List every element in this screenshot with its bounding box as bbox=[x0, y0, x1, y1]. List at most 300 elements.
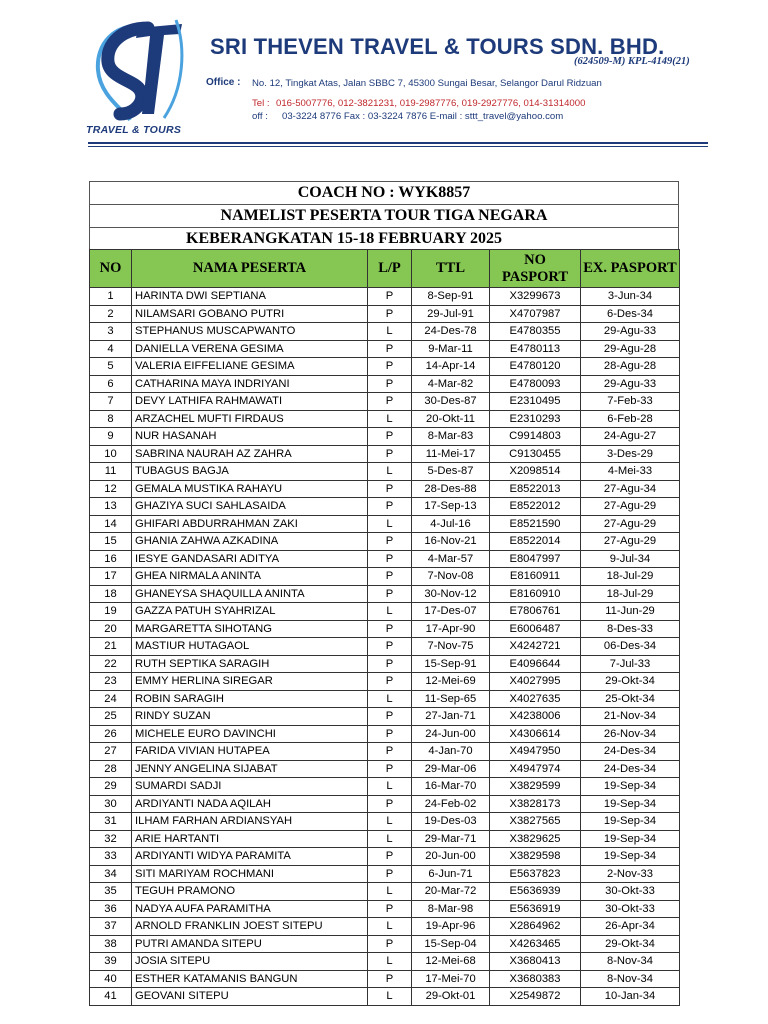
cell-name: NADYA AUFA PARAMITHA bbox=[132, 900, 368, 918]
cell-ttl: 16-Nov-21 bbox=[412, 533, 490, 551]
cell-no: 23 bbox=[90, 673, 132, 691]
cell-name: ARDIYANTI NADA AQILAH bbox=[132, 795, 368, 813]
cell-no: 14 bbox=[90, 515, 132, 533]
table-row bbox=[90, 533, 680, 551]
tel-label: Tel : bbox=[252, 98, 270, 109]
cell-name: SUMARDI SADJI bbox=[132, 778, 368, 796]
cell-ttl: 12-Mei-69 bbox=[412, 673, 490, 691]
cell-ttl: 17-Des-07 bbox=[412, 603, 490, 621]
cell-no: 38 bbox=[90, 935, 132, 953]
cell-passport-no: X3827565 bbox=[490, 813, 581, 831]
cell-passport-no: X2549872 bbox=[490, 988, 581, 1006]
cell-gender: P bbox=[368, 568, 412, 586]
cell-name: VALERIA EIFFELIANE GESIMA bbox=[132, 358, 368, 376]
cell-no: 21 bbox=[90, 638, 132, 656]
table-row bbox=[90, 305, 680, 323]
header-rule-thin bbox=[88, 146, 708, 147]
cell-gender: L bbox=[368, 953, 412, 971]
table-row bbox=[90, 515, 680, 533]
coach-title: COACH NO : WYK8857 bbox=[89, 181, 679, 204]
cell-passport-expiry: 21-Nov-34 bbox=[581, 708, 680, 726]
table-row bbox=[90, 358, 680, 376]
cell-name: ESTHER KATAMANIS BANGUN bbox=[132, 970, 368, 988]
cell-no: 28 bbox=[90, 760, 132, 778]
table-row bbox=[90, 375, 680, 393]
cell-no: 20 bbox=[90, 620, 132, 638]
cell-gender: P bbox=[368, 638, 412, 656]
cell-name: MICHELE EURO DAVINCHI bbox=[132, 725, 368, 743]
cell-no: 3 bbox=[90, 323, 132, 341]
cell-ttl: 24-Des-78 bbox=[412, 323, 490, 341]
column-header-name: NAMA PESERTA bbox=[132, 250, 368, 288]
cell-passport-no: X3829625 bbox=[490, 830, 581, 848]
cell-ttl: 7-Nov-75 bbox=[412, 638, 490, 656]
cell-passport-expiry: 6-Des-34 bbox=[581, 305, 680, 323]
cell-name: IESYE GANDASARI ADITYA bbox=[132, 550, 368, 568]
table-row bbox=[90, 690, 680, 708]
cell-no: 31 bbox=[90, 813, 132, 831]
cell-passport-expiry: 29-Okt-34 bbox=[581, 935, 680, 953]
departure-title: KEBERANGKATAN 15-18 FEBRUARY 2025 bbox=[89, 227, 679, 249]
cell-passport-expiry: 18-Jul-29 bbox=[581, 585, 680, 603]
cell-ttl: 11-Sep-65 bbox=[412, 690, 490, 708]
cell-ttl: 30-Des-87 bbox=[412, 393, 490, 411]
cell-name: ARZACHEL MUFTI FIRDAUS bbox=[132, 410, 368, 428]
cell-passport-expiry: 28-Agu-28 bbox=[581, 358, 680, 376]
cell-gender: P bbox=[368, 620, 412, 638]
cell-ttl: 19-Des-03 bbox=[412, 813, 490, 831]
table-row bbox=[90, 603, 680, 621]
cell-passport-expiry: 8-Nov-34 bbox=[581, 953, 680, 971]
cell-name: ARDIYANTI WIDYA PARAMITA bbox=[132, 848, 368, 866]
cell-gender: L bbox=[368, 778, 412, 796]
cell-passport-expiry: 7-Jul-33 bbox=[581, 655, 680, 673]
cell-ttl: 16-Mar-70 bbox=[412, 778, 490, 796]
table-row bbox=[90, 445, 680, 463]
cell-ttl: 7-Nov-08 bbox=[412, 568, 490, 586]
cell-ttl: 8-Mar-83 bbox=[412, 428, 490, 446]
cell-name: MARGARETTA SIHOTANG bbox=[132, 620, 368, 638]
cell-name: ARIE HARTANTI bbox=[132, 830, 368, 848]
cell-gender: L bbox=[368, 515, 412, 533]
table-row bbox=[90, 988, 680, 1006]
table-row bbox=[90, 725, 680, 743]
cell-passport-no: E2310495 bbox=[490, 393, 581, 411]
cell-ttl: 27-Jan-71 bbox=[412, 708, 490, 726]
table-row bbox=[90, 953, 680, 971]
cell-passport-no: E4780093 bbox=[490, 375, 581, 393]
table-row bbox=[90, 620, 680, 638]
cell-passport-no: E4780120 bbox=[490, 358, 581, 376]
cell-gender: L bbox=[368, 323, 412, 341]
cell-name: EMMY HERLINA SIREGAR bbox=[132, 673, 368, 691]
header-rule bbox=[88, 142, 708, 144]
cell-gender: P bbox=[368, 970, 412, 988]
cell-passport-expiry: 30-Okt-33 bbox=[581, 900, 680, 918]
cell-ttl: 11-Mei-17 bbox=[412, 445, 490, 463]
cell-passport-expiry: 30-Okt-33 bbox=[581, 883, 680, 901]
cell-passport-no: E8522014 bbox=[490, 533, 581, 551]
cell-name: ROBIN SARAGIH bbox=[132, 690, 368, 708]
cell-name: STEPHANUS MUSCAPWANTO bbox=[132, 323, 368, 341]
cell-passport-no: X3680413 bbox=[490, 953, 581, 971]
table-row bbox=[90, 900, 680, 918]
table-row bbox=[90, 393, 680, 411]
cell-no: 25 bbox=[90, 708, 132, 726]
table-row bbox=[90, 970, 680, 988]
cell-no: 37 bbox=[90, 918, 132, 936]
cell-ttl: 20-Mar-72 bbox=[412, 883, 490, 901]
cell-name: ILHAM FARHAN ARDIANSYAH bbox=[132, 813, 368, 831]
cell-ttl: 29-Jul-91 bbox=[412, 305, 490, 323]
cell-gender: P bbox=[368, 865, 412, 883]
cell-ttl: 5-Des-87 bbox=[412, 463, 490, 481]
cell-ttl: 6-Jun-71 bbox=[412, 865, 490, 883]
cell-gender: P bbox=[368, 428, 412, 446]
cell-ttl: 24-Jun-00 bbox=[412, 725, 490, 743]
table-row bbox=[90, 638, 680, 656]
cell-passport-no: X2098514 bbox=[490, 463, 581, 481]
cell-gender: P bbox=[368, 358, 412, 376]
table-row bbox=[90, 708, 680, 726]
cell-passport-no: X4238006 bbox=[490, 708, 581, 726]
cell-gender: P bbox=[368, 305, 412, 323]
cell-no: 13 bbox=[90, 498, 132, 516]
cell-passport-no: E8160911 bbox=[490, 568, 581, 586]
letterhead bbox=[0, 0, 768, 160]
cell-gender: L bbox=[368, 813, 412, 831]
cell-passport-no: E8522013 bbox=[490, 480, 581, 498]
cell-gender: L bbox=[368, 690, 412, 708]
cell-no: 26 bbox=[90, 725, 132, 743]
cell-ttl: 29-Okt-01 bbox=[412, 988, 490, 1006]
cell-no: 41 bbox=[90, 988, 132, 1006]
cell-passport-expiry: 27-Agu-34 bbox=[581, 480, 680, 498]
cell-gender: P bbox=[368, 673, 412, 691]
cell-no: 40 bbox=[90, 970, 132, 988]
cell-passport-expiry: 19-Sep-34 bbox=[581, 778, 680, 796]
cell-passport-expiry: 19-Sep-34 bbox=[581, 813, 680, 831]
table-row bbox=[90, 813, 680, 831]
cell-passport-no: E6006487 bbox=[490, 620, 581, 638]
cell-name: JOSIA SITEPU bbox=[132, 953, 368, 971]
cell-gender: P bbox=[368, 935, 412, 953]
cell-gender: L bbox=[368, 830, 412, 848]
cell-passport-expiry: 9-Jul-34 bbox=[581, 550, 680, 568]
cell-ttl: 24-Feb-02 bbox=[412, 795, 490, 813]
cell-passport-no: E8160910 bbox=[490, 585, 581, 603]
table-row bbox=[90, 673, 680, 691]
cell-passport-no: X3680383 bbox=[490, 970, 581, 988]
cell-passport-no: E8522012 bbox=[490, 498, 581, 516]
cell-ttl: 28-Des-88 bbox=[412, 480, 490, 498]
cell-passport-expiry: 19-Sep-34 bbox=[581, 848, 680, 866]
cell-passport-no: C9130455 bbox=[490, 445, 581, 463]
column-header-gender: L/P bbox=[368, 250, 412, 288]
cell-gender: P bbox=[368, 795, 412, 813]
cell-passport-no: C9914803 bbox=[490, 428, 581, 446]
cell-no: 17 bbox=[90, 568, 132, 586]
cell-no: 32 bbox=[90, 830, 132, 848]
cell-passport-expiry: 4-Mei-33 bbox=[581, 463, 680, 481]
table-row bbox=[90, 498, 680, 516]
cell-passport-expiry: 2-Nov-33 bbox=[581, 865, 680, 883]
cell-passport-expiry: 19-Sep-34 bbox=[581, 830, 680, 848]
list-title: NAMELIST PESERTA TOUR TIGA NEGARA bbox=[89, 204, 679, 227]
cell-gender: P bbox=[368, 288, 412, 306]
cell-name: DANIELLA VERENA GESIMA bbox=[132, 340, 368, 358]
cell-passport-no: E5637823 bbox=[490, 865, 581, 883]
cell-gender: P bbox=[368, 393, 412, 411]
cell-name: GEOVANI SITEPU bbox=[132, 988, 368, 1006]
cell-gender: P bbox=[368, 375, 412, 393]
cell-passport-expiry: 29-Agu-33 bbox=[581, 375, 680, 393]
table-row bbox=[90, 288, 680, 306]
cell-gender: P bbox=[368, 498, 412, 516]
namelist-sheet bbox=[89, 181, 679, 1006]
cell-passport-expiry: 8-Nov-34 bbox=[581, 970, 680, 988]
cell-passport-expiry: 29-Okt-34 bbox=[581, 673, 680, 691]
cell-gender: P bbox=[368, 760, 412, 778]
cell-gender: L bbox=[368, 463, 412, 481]
cell-ttl: 20-Jun-00 bbox=[412, 848, 490, 866]
cell-gender: L bbox=[368, 410, 412, 428]
cell-name: GHEA NIRMALA ANINTA bbox=[132, 568, 368, 586]
cell-passport-expiry: 7-Feb-33 bbox=[581, 393, 680, 411]
cell-no: 8 bbox=[90, 410, 132, 428]
cell-passport-expiry: 27-Agu-29 bbox=[581, 498, 680, 516]
cell-name: TEGUH PRAMONO bbox=[132, 883, 368, 901]
column-header-passport-expiry: EX. PASPORT bbox=[581, 250, 680, 288]
cell-passport-expiry: 29-Agu-28 bbox=[581, 340, 680, 358]
off-label: off : bbox=[252, 111, 268, 122]
cell-name: FARIDA VIVIAN HUTAPEA bbox=[132, 743, 368, 761]
table-row bbox=[90, 323, 680, 341]
participant-table bbox=[89, 249, 680, 1006]
cell-passport-no: X4707987 bbox=[490, 305, 581, 323]
table-row bbox=[90, 760, 680, 778]
cell-passport-no: E7806761 bbox=[490, 603, 581, 621]
cell-passport-expiry: 29-Agu-33 bbox=[581, 323, 680, 341]
cell-no: 1 bbox=[90, 288, 132, 306]
table-row bbox=[90, 428, 680, 446]
cell-ttl: 4-Jan-70 bbox=[412, 743, 490, 761]
cell-gender: P bbox=[368, 900, 412, 918]
cell-no: 6 bbox=[90, 375, 132, 393]
cell-passport-no: E8521590 bbox=[490, 515, 581, 533]
cell-passport-no: E4096644 bbox=[490, 655, 581, 673]
table-row bbox=[90, 918, 680, 936]
cell-name: RUTH SEPTIKA SARAGIH bbox=[132, 655, 368, 673]
cell-passport-expiry: 24-Agu-27 bbox=[581, 428, 680, 446]
cell-no: 24 bbox=[90, 690, 132, 708]
cell-ttl: 19-Apr-96 bbox=[412, 918, 490, 936]
participant-rows bbox=[90, 288, 680, 1006]
cell-ttl: 4-Jul-16 bbox=[412, 515, 490, 533]
cell-ttl: 17-Mei-70 bbox=[412, 970, 490, 988]
table-row bbox=[90, 410, 680, 428]
cell-name: GHANEYSA SHAQUILLA ANINTA bbox=[132, 585, 368, 603]
cell-no: 34 bbox=[90, 865, 132, 883]
cell-passport-no: X4263465 bbox=[490, 935, 581, 953]
cell-passport-expiry: 26-Nov-34 bbox=[581, 725, 680, 743]
cell-ttl: 17-Sep-13 bbox=[412, 498, 490, 516]
table-row bbox=[90, 778, 680, 796]
cell-ttl: 8-Sep-91 bbox=[412, 288, 490, 306]
logo-caption: TRAVEL & TOURS bbox=[86, 124, 182, 136]
cell-name: GAZZA PATUH SYAHRIZAL bbox=[132, 603, 368, 621]
cell-passport-no: X3829599 bbox=[490, 778, 581, 796]
cell-passport-no: X4027995 bbox=[490, 673, 581, 691]
cell-no: 15 bbox=[90, 533, 132, 551]
cell-gender: L bbox=[368, 883, 412, 901]
cell-name: JENNY ANGELINA SIJABAT bbox=[132, 760, 368, 778]
cell-ttl: 29-Mar-06 bbox=[412, 760, 490, 778]
cell-name: SITI MARIYAM ROCHMANI bbox=[132, 865, 368, 883]
cell-gender: P bbox=[368, 848, 412, 866]
cell-passport-expiry: 27-Agu-29 bbox=[581, 533, 680, 551]
cell-gender: P bbox=[368, 480, 412, 498]
cell-passport-no: X4027635 bbox=[490, 690, 581, 708]
cell-gender: P bbox=[368, 655, 412, 673]
table-row bbox=[90, 935, 680, 953]
office-label: Office : bbox=[206, 77, 241, 88]
cell-gender: P bbox=[368, 725, 412, 743]
cell-passport-no: E4780113 bbox=[490, 340, 581, 358]
cell-no: 35 bbox=[90, 883, 132, 901]
cell-no: 30 bbox=[90, 795, 132, 813]
cell-passport-expiry: 3-Des-29 bbox=[581, 445, 680, 463]
table-row bbox=[90, 480, 680, 498]
cell-name: MASTIUR HUTAGAOL bbox=[132, 638, 368, 656]
cell-passport-no: X4242721 bbox=[490, 638, 581, 656]
company-name: SRI THEVEN TRAVEL & TOURS SDN. BHD. bbox=[210, 34, 665, 59]
table-row bbox=[90, 883, 680, 901]
cell-gender: P bbox=[368, 445, 412, 463]
cell-passport-no: X4306614 bbox=[490, 725, 581, 743]
cell-ttl: 30-Nov-12 bbox=[412, 585, 490, 603]
cell-name: GHIFARI ABDURRAHMAN ZAKI bbox=[132, 515, 368, 533]
cell-passport-no: E5636919 bbox=[490, 900, 581, 918]
cell-passport-expiry: 26-Apr-34 bbox=[581, 918, 680, 936]
cell-ttl: 4-Mar-57 bbox=[412, 550, 490, 568]
cell-passport-expiry: 24-Des-34 bbox=[581, 743, 680, 761]
cell-no: 12 bbox=[90, 480, 132, 498]
cell-gender: L bbox=[368, 988, 412, 1006]
table-row bbox=[90, 743, 680, 761]
cell-passport-expiry: 25-Okt-34 bbox=[581, 690, 680, 708]
cell-passport-expiry: 8-Des-33 bbox=[581, 620, 680, 638]
table-row bbox=[90, 655, 680, 673]
cell-passport-expiry: 19-Sep-34 bbox=[581, 795, 680, 813]
table-row bbox=[90, 865, 680, 883]
cell-gender: P bbox=[368, 708, 412, 726]
cell-passport-no: X4947974 bbox=[490, 760, 581, 778]
cell-no: 10 bbox=[90, 445, 132, 463]
cell-gender: P bbox=[368, 585, 412, 603]
cell-passport-no: E8047997 bbox=[490, 550, 581, 568]
cell-name: GEMALA MUSTIKA RAHAYU bbox=[132, 480, 368, 498]
table-row bbox=[90, 795, 680, 813]
cell-name: ARNOLD FRANKLIN JOEST SITEPU bbox=[132, 918, 368, 936]
cell-name: TUBAGUS BAGJA bbox=[132, 463, 368, 481]
cell-no: 22 bbox=[90, 655, 132, 673]
cell-no: 2 bbox=[90, 305, 132, 323]
cell-gender: P bbox=[368, 533, 412, 551]
column-header-passport-no: NO PASPORT bbox=[490, 250, 581, 288]
cell-ttl: 20-Okt-11 bbox=[412, 410, 490, 428]
table-row bbox=[90, 340, 680, 358]
cell-name: CATHARINA MAYA INDRIYANI bbox=[132, 375, 368, 393]
off-contacts: 03-3224 8776 Fax : 03-3224 7876 E-mail : sttt_travel@yahoo.com bbox=[282, 111, 564, 122]
cell-no: 7 bbox=[90, 393, 132, 411]
cell-ttl: 15-Sep-04 bbox=[412, 935, 490, 953]
cell-no: 5 bbox=[90, 358, 132, 376]
cell-passport-no: E4780355 bbox=[490, 323, 581, 341]
cell-no: 18 bbox=[90, 585, 132, 603]
column-header-ttl: TTL bbox=[412, 250, 490, 288]
cell-gender: L bbox=[368, 603, 412, 621]
column-header-no: NO bbox=[90, 250, 132, 288]
cell-passport-expiry: 18-Jul-29 bbox=[581, 568, 680, 586]
cell-gender: P bbox=[368, 340, 412, 358]
cell-passport-no: X3829598 bbox=[490, 848, 581, 866]
cell-name: SABRINA NAURAH AZ ZAHRA bbox=[132, 445, 368, 463]
cell-no: 9 bbox=[90, 428, 132, 446]
cell-passport-no: X4947950 bbox=[490, 743, 581, 761]
cell-gender: P bbox=[368, 743, 412, 761]
cell-passport-expiry: 10-Jan-34 bbox=[581, 988, 680, 1006]
table-row bbox=[90, 830, 680, 848]
table-header-row bbox=[90, 250, 680, 288]
cell-passport-no: E5636939 bbox=[490, 883, 581, 901]
cell-passport-expiry: 6-Feb-28 bbox=[581, 410, 680, 428]
cell-passport-expiry: 11-Jun-29 bbox=[581, 603, 680, 621]
cell-name: RINDY SUZAN bbox=[132, 708, 368, 726]
cell-gender: P bbox=[368, 550, 412, 568]
cell-name: NUR HASANAH bbox=[132, 428, 368, 446]
cell-no: 16 bbox=[90, 550, 132, 568]
cell-passport-expiry: 3-Jun-34 bbox=[581, 288, 680, 306]
cell-ttl: 9-Mar-11 bbox=[412, 340, 490, 358]
cell-passport-expiry: 24-Des-34 bbox=[581, 760, 680, 778]
cell-name: PUTRI AMANDA SITEPU bbox=[132, 935, 368, 953]
cell-no: 29 bbox=[90, 778, 132, 796]
tel-numbers: 016-5007776, 012-3821231, 019-2987776, 019-2927776, 014-31314000 bbox=[276, 98, 586, 109]
table-row bbox=[90, 585, 680, 603]
office-address: No. 12, Tingkat Atas, Jalan SBBC 7, 45300 Sungai Besar, Selangor Darul Ridzuan bbox=[252, 78, 602, 89]
cell-no: 33 bbox=[90, 848, 132, 866]
cell-passport-no: X2864962 bbox=[490, 918, 581, 936]
cell-name: GHANIA ZAHWA AZKADINA bbox=[132, 533, 368, 551]
cell-passport-expiry: 06-Des-34 bbox=[581, 638, 680, 656]
cell-passport-no: E2310293 bbox=[490, 410, 581, 428]
table-row bbox=[90, 550, 680, 568]
cell-name: DEVY LATHIFA RAHMAWATI bbox=[132, 393, 368, 411]
table-row bbox=[90, 848, 680, 866]
cell-ttl: 4-Mar-82 bbox=[412, 375, 490, 393]
cell-ttl: 12-Mei-68 bbox=[412, 953, 490, 971]
cell-ttl: 17-Apr-90 bbox=[412, 620, 490, 638]
table-row bbox=[90, 463, 680, 481]
cell-passport-no: X3828173 bbox=[490, 795, 581, 813]
cell-gender: L bbox=[368, 918, 412, 936]
cell-no: 39 bbox=[90, 953, 132, 971]
cell-no: 27 bbox=[90, 743, 132, 761]
table-row bbox=[90, 568, 680, 586]
cell-passport-no: X3299673 bbox=[490, 288, 581, 306]
cell-name: GHAZIYA SUCI SAHLASAIDA bbox=[132, 498, 368, 516]
